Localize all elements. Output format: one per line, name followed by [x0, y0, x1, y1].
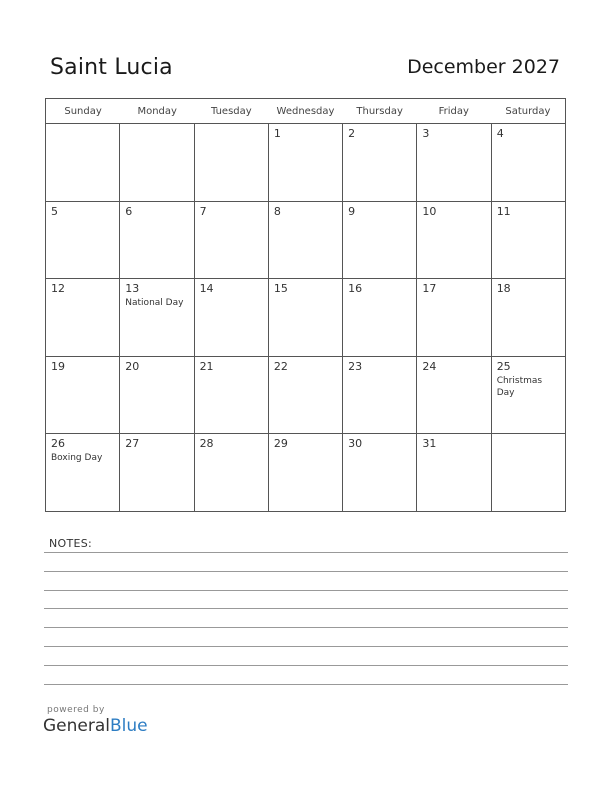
day-cell: [492, 357, 565, 434]
day-cell: [343, 279, 417, 356]
day-number: 15: [273, 282, 288, 296]
day-number: 16: [348, 282, 363, 296]
day-number: 31: [422, 437, 437, 451]
day-cell: [46, 279, 120, 356]
day-number: 30: [348, 437, 363, 451]
day-number: 19: [51, 359, 65, 373]
day-cell: [269, 434, 343, 512]
day-cell: [120, 279, 194, 356]
day-number: 3: [422, 127, 430, 140]
powered-by-text: powered by: [47, 705, 105, 715]
day-number: 18: [496, 282, 511, 296]
weekday-tuesday: Tuesday: [211, 106, 252, 117]
day-cell: [417, 434, 491, 512]
holiday-label: National Day: [125, 298, 184, 309]
day-cell: [417, 279, 491, 356]
day-cell: [195, 124, 269, 201]
day-cell: [46, 434, 120, 512]
day-cell: [269, 124, 343, 201]
day-number: 4: [496, 127, 504, 140]
weekday-saturday: Saturday: [505, 106, 551, 117]
day-cell: [120, 202, 194, 279]
day-cell: [343, 124, 417, 201]
day-cell: [120, 434, 194, 512]
calendar-grid: [45, 98, 566, 512]
brand-blue-text: Blue: [110, 716, 148, 736]
weekday-thursday: Thursday: [356, 106, 403, 117]
day-number: 29: [273, 437, 288, 451]
day-cell: [46, 124, 120, 201]
day-cell: [120, 357, 194, 434]
day-number: 7: [199, 204, 207, 218]
notes-line: [44, 627, 568, 628]
day-cell: [492, 279, 565, 356]
day-cell: [46, 202, 120, 279]
notes-line: [44, 590, 568, 591]
day-cell: [343, 357, 417, 434]
day-number: 27: [125, 437, 140, 451]
weekday-monday: Monday: [137, 106, 177, 117]
day-cell: [417, 357, 491, 434]
month-title: December 2027: [407, 56, 560, 78]
week-row: [46, 357, 565, 435]
day-number: 20: [125, 359, 140, 373]
day-number: 26: [51, 437, 65, 451]
day-number: 17: [422, 282, 437, 296]
notes-line: [44, 571, 568, 572]
day-cell: [269, 279, 343, 356]
day-cell: [492, 124, 565, 201]
week-row: [46, 124, 565, 202]
generalblue-logo: [43, 716, 148, 736]
day-number: 21: [199, 359, 214, 373]
day-cell: [492, 202, 565, 279]
day-number: 12: [51, 282, 65, 296]
weekday-header-row: [46, 99, 565, 124]
week-row: [46, 202, 565, 280]
week-row: [46, 279, 565, 357]
weekday-friday: Friday: [438, 106, 469, 117]
day-number: 2: [348, 127, 356, 140]
day-number: 8: [273, 204, 281, 218]
day-number: 13: [125, 282, 140, 296]
day-cell: [343, 434, 417, 512]
notes-line: [44, 646, 568, 647]
day-number: 14: [199, 282, 214, 296]
day-cell: [343, 202, 417, 279]
day-number: 22: [273, 359, 288, 373]
day-cell: [195, 434, 269, 512]
day-number: 6: [125, 204, 133, 218]
day-cell: [195, 357, 269, 434]
day-number: 9: [348, 204, 356, 218]
notes-line: [44, 552, 568, 553]
day-cell: [195, 202, 269, 279]
day-number: 1: [273, 127, 281, 140]
weekday-sunday: Sunday: [64, 106, 102, 117]
brand-general-text: General: [43, 716, 110, 736]
notes-label: NOTES:: [49, 537, 93, 550]
notes-line: [44, 684, 568, 685]
day-cell: [417, 124, 491, 201]
weekday-wednesday: Wednesday: [276, 106, 335, 117]
day-number: 10: [422, 204, 437, 218]
week-row: [46, 434, 565, 512]
holiday-label: Boxing Day: [51, 453, 103, 464]
holiday-label: Christmas Day: [496, 375, 543, 398]
day-cell: [120, 124, 194, 201]
day-number: 23: [348, 359, 363, 373]
day-number: 28: [199, 437, 214, 451]
day-number: 25: [496, 359, 511, 373]
day-cell: [492, 434, 565, 512]
day-number: 11: [496, 204, 511, 218]
country-title: Saint Lucia: [50, 55, 173, 80]
day-number: 24: [422, 359, 437, 373]
notes-line: [44, 665, 568, 666]
day-cell: [269, 357, 343, 434]
day-cell: [417, 202, 491, 279]
day-number: 5: [51, 204, 58, 218]
day-cell: [269, 202, 343, 279]
day-cell: [46, 357, 120, 434]
day-cell: [195, 279, 269, 356]
notes-line: [44, 608, 568, 609]
